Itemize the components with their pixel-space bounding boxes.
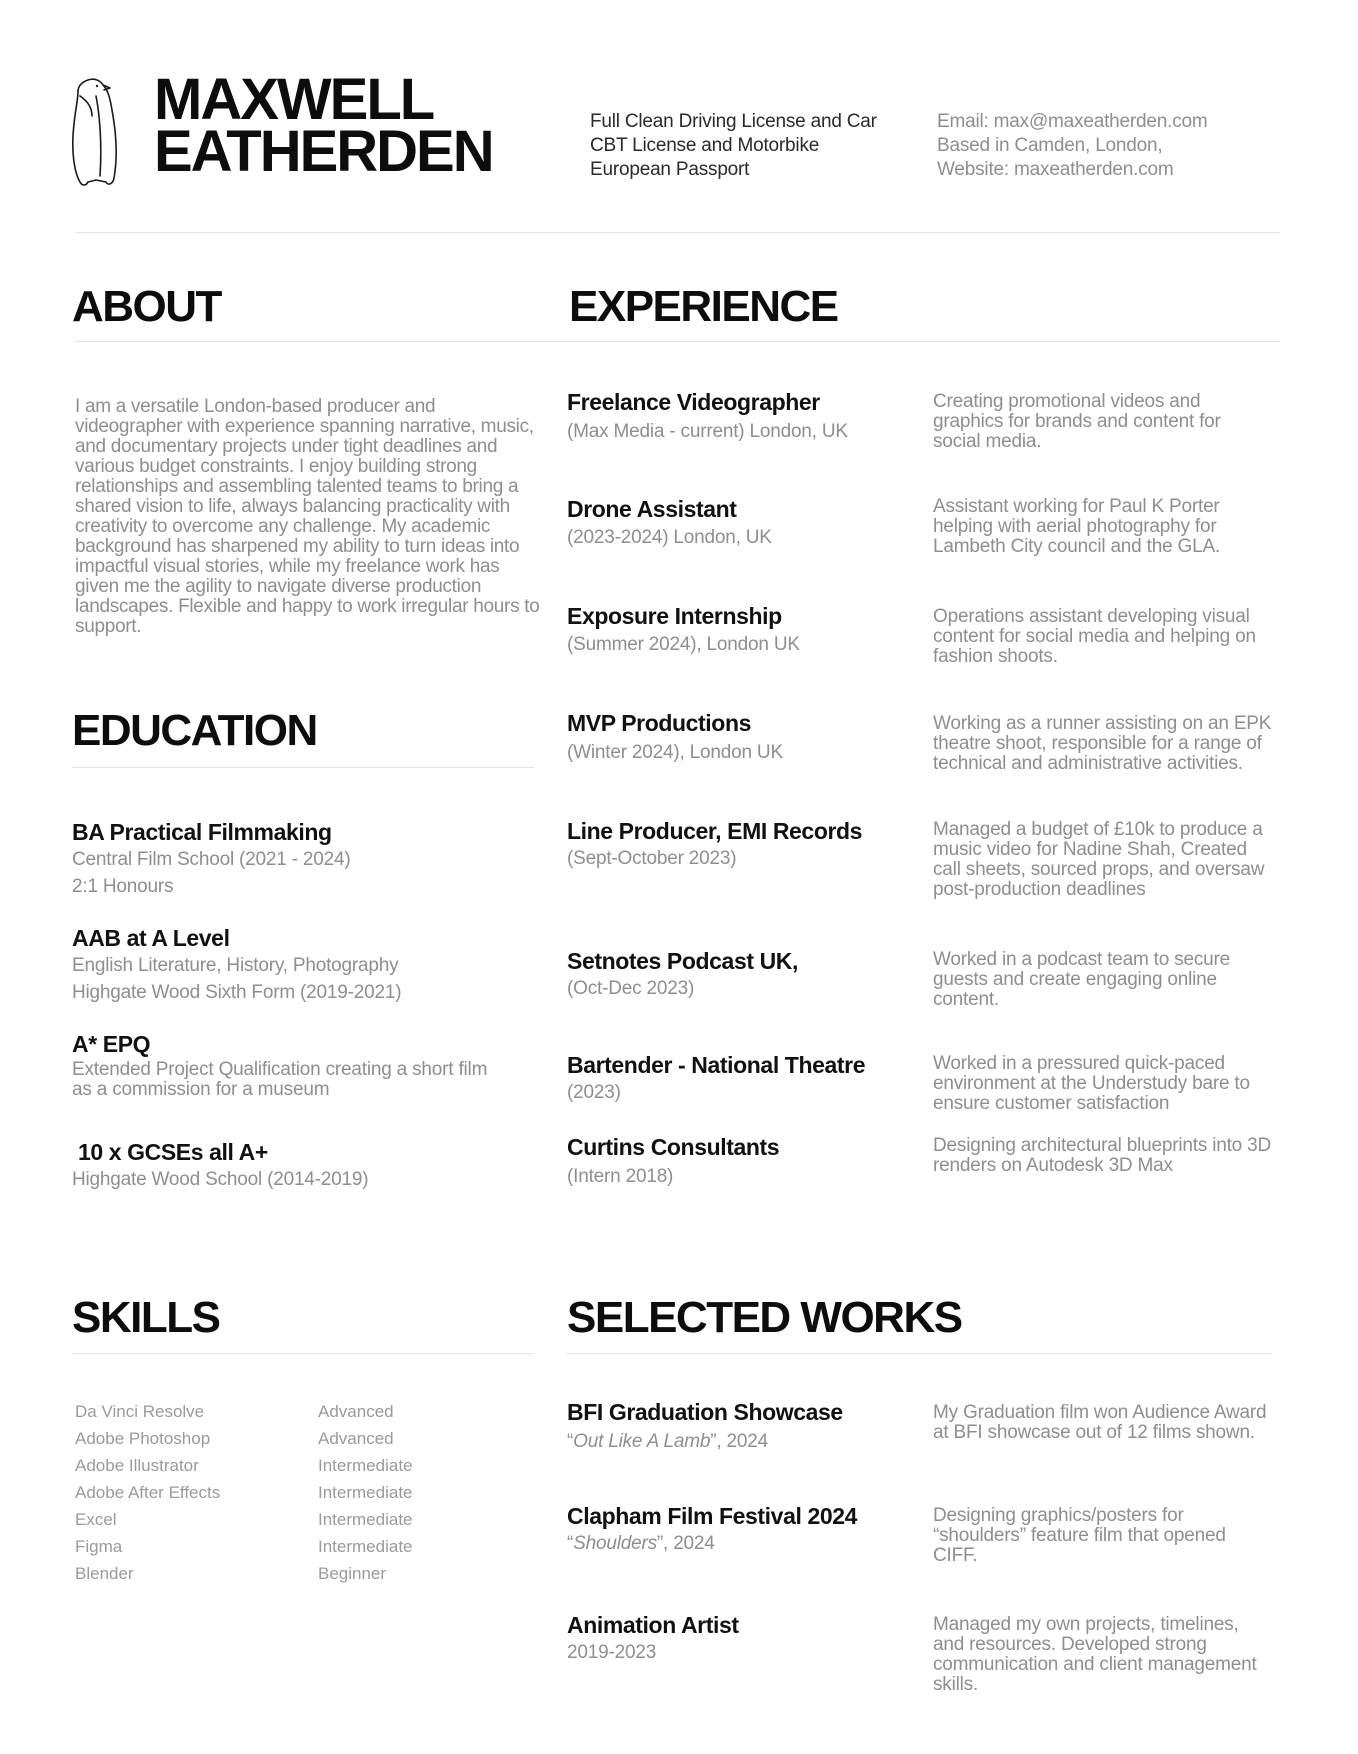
skill-name: Adobe Illustrator [75,1456,199,1475]
experience-item [567,709,783,766]
skills-levels-column [318,1398,413,1587]
skill-name: Blender [75,1564,134,1583]
about-heading: ABOUT [72,282,221,331]
experience-item [567,947,798,1002]
work-quote-open: “ [567,1533,574,1554]
experience-subtitle: (Winter 2024), London UK [567,742,783,763]
work-description: Managed my own projects, timelines, and resources. Developed strong communication and client management skills. [933,1614,1257,1695]
experience-item [567,602,800,658]
skills-names-column [75,1398,220,1587]
experience-description: Worked in a pressured quick-paced environment at the Understudy bare to ensure customer satisfaction [933,1053,1250,1114]
education-detail: English Literature, History, Photography [72,955,399,976]
experience-description: Operations assistant developing visual content for social media and helping on fashion shoots. [933,606,1256,667]
work-description: Designing graphics/posters for “shoulders” feature film that opened CIFF. [933,1505,1226,1566]
skill-level: Intermediate [318,1456,413,1475]
experience-item [567,388,848,445]
experience-subtitle: (Max Media - current) London, UK [567,421,848,442]
education-item [72,924,401,1006]
contact-location: Based in Camden, London, [937,135,1163,156]
contact-website[interactable]: Website: maxeatherden.com [937,159,1174,180]
work-title: BFI Graduation Showcase [567,1399,843,1425]
skill-level: Intermediate [318,1537,413,1556]
work-item [567,1502,857,1557]
skill-level: Advanced [318,1402,394,1421]
education-divider [72,767,534,768]
skill-name: Excel [75,1510,117,1529]
experience-subtitle: (Intern 2018) [567,1166,674,1187]
education-item [72,1138,369,1193]
experience-title: Setnotes Podcast UK, [567,948,798,974]
work-film-title: Out Like A Lamb [573,1431,711,1452]
skill-name: Da Vinci Resolve [75,1402,205,1421]
work-item [567,1611,739,1666]
work-quote-open: “ [567,1431,574,1452]
experience-subtitle: (2023) [567,1082,621,1103]
experience-subtitle: (Summer 2024), London UK [567,634,800,655]
contact-email[interactable]: Email: max@maxeatherden.com [937,111,1208,132]
work-title: Animation Artist [567,1612,739,1638]
work-title: Clapham Film Festival 2024 [567,1503,858,1529]
education-title: AAB at A Level [72,925,230,951]
experience-description: Assistant working for Paul K Porter helping with aerial photography for Lambeth City council and the GLA. [933,496,1221,557]
work-subtitle [567,1428,843,1455]
work-item [567,1398,843,1455]
experience-description: Managed a budget of £10k to produce a music video for Nadine Shah, Created call sheets, sourced props, and oversaw post-production deadlines [933,819,1265,900]
license-line: CBT License and Motorbike [590,135,820,156]
education-detail: Central Film School (2021 - 2024) [72,849,351,870]
experience-item [567,495,772,551]
license-line: Full Clean Driving License and Car [590,111,877,132]
about-text: I am a versatile London-based producer and videographer with experience spanning narrative, music, and documentary projects under tight deadlines and various budget constraints. I enjoy building strong relationships and assembling talented teams to bring a shared vision to life, always balancing practicality with creativity to overcome any challenge. My academic background has sharpened my ability to turn ideas into impactful visual stories, while my freelance work has given me the agility to navigate diverse production landscapes. Flexible and happy to work irregular hours to support. [75,396,540,637]
experience-title: Line Producer, EMI Records [567,818,863,844]
work-subtitle [567,1530,857,1557]
education-detail: 2:1 Honours [72,876,174,897]
education-item [72,818,351,900]
experience-description: Working as a runner assisting on an EPK theatre shoot, responsible for a range of technical and administrative activities. [933,713,1272,774]
licenses-list [590,110,877,182]
selected-works-heading: SELECTED WORKS [567,1293,962,1342]
experience-subtitle: (2023-2024) London, UK [567,527,772,548]
license-line: European Passport [590,159,750,180]
education-title: A* EPQ [72,1031,151,1057]
work-year: ”, 2024 [710,1431,769,1452]
experience-title: MVP Productions [567,710,751,736]
experience-subtitle: (Oct-Dec 2023) [567,978,695,999]
about-experience-divider [75,341,1280,342]
experience-heading: EXPERIENCE [569,282,838,331]
experience-description: Creating promotional videos and graphics for brands and content for social media. [933,391,1221,452]
experience-title: Bartender - National Theatre [567,1052,866,1078]
experience-item [567,817,862,872]
experience-title: Curtins Consultants [567,1134,780,1160]
skill-name: Adobe After Effects [75,1483,221,1502]
skill-level: Advanced [318,1429,394,1448]
skill-name: Figma [75,1537,123,1556]
experience-subtitle: (Sept-October 2023) [567,848,737,869]
skill-level: Beginner [318,1564,387,1583]
experience-title: Exposure Internship [567,603,782,629]
work-year: ”, 2024 [656,1533,715,1554]
education-title: BA Practical Filmmaking [72,819,332,845]
education-item [72,1030,502,1100]
education-detail: Highgate Wood Sixth Form (2019-2021) [72,982,402,1003]
name-line-1: MAXWELL [154,67,434,132]
skills-divider [72,1353,534,1354]
experience-item [567,1133,779,1190]
selected-works-divider [567,1353,1272,1354]
education-heading: EDUCATION [72,706,317,755]
skills-heading: SKILLS [72,1293,220,1342]
header-divider [75,232,1280,233]
experience-description: Designing architectural blueprints into 3D renders on Autodesk 3D Max [933,1135,1272,1176]
experience-description: Worked in a podcast team to secure guests and create engaging online content. [933,949,1231,1010]
contact-list [937,110,1208,182]
skill-level: Intermediate [318,1510,413,1529]
work-description: My Graduation film won Audience Award at BFI showcase out of 12 films shown. [933,1402,1267,1443]
skill-level: Intermediate [318,1483,413,1502]
work-film-title: Shoulders [573,1533,657,1554]
education-detail: Extended Project Qualification creating a short film as a commission for a museum [72,1059,488,1100]
work-year: 2019-2023 [567,1642,657,1663]
candidate-name [154,67,493,184]
skill-name: Adobe Photoshop [75,1429,211,1448]
experience-item [567,1051,865,1106]
education-title: 10 x GCSEs all A+ [78,1139,268,1165]
experience-title: Drone Assistant [567,496,737,522]
work-subtitle [567,1639,739,1666]
experience-title: Freelance Videographer [567,389,820,415]
name-line-2: EATHERDEN [154,119,493,184]
penguin-logo-icon [70,76,120,188]
education-detail: Highgate Wood School (2014-2019) [72,1169,369,1190]
